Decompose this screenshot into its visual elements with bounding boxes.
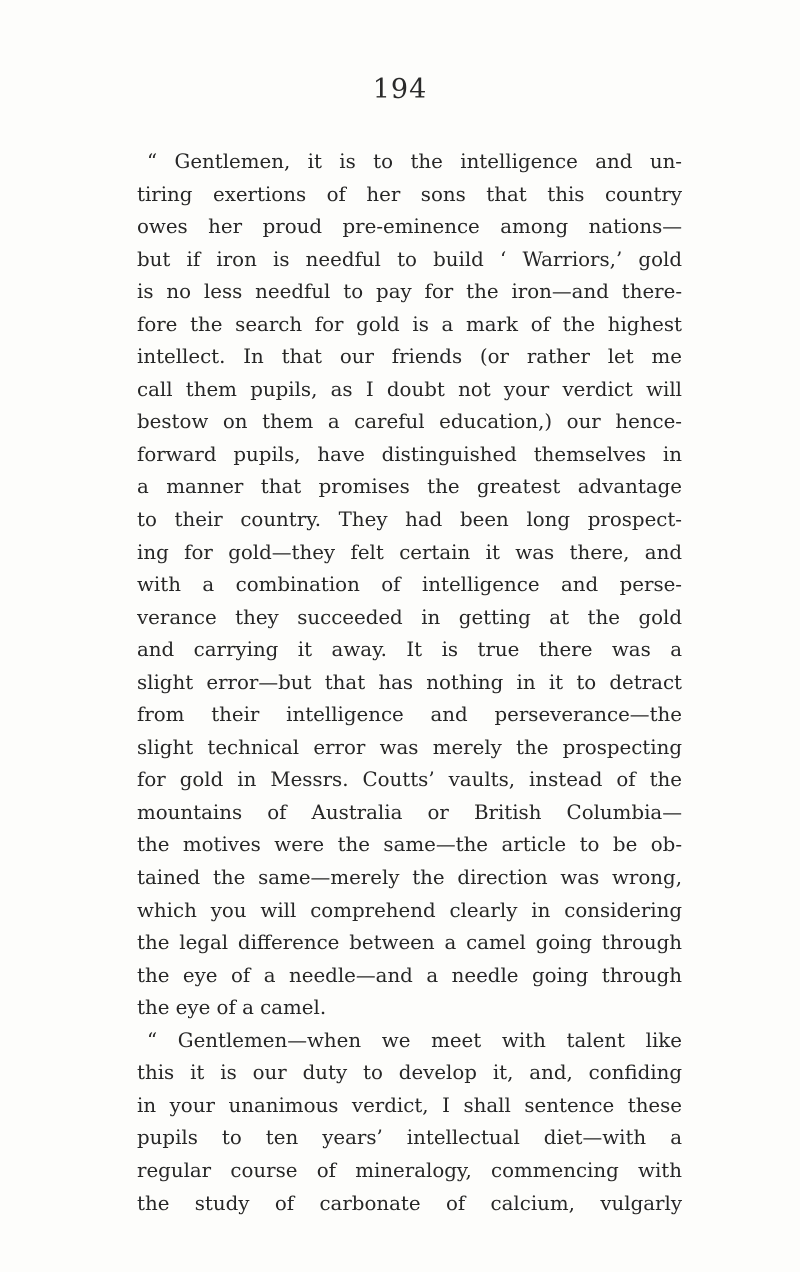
text-line: ing for gold—they felt certain it was there, and bbox=[137, 540, 682, 564]
text-line: “ Gentlemen—when we meet with talent like bbox=[147, 1028, 682, 1052]
text-line: pupils to ten years’ intellectual diet—with a bbox=[137, 1126, 682, 1150]
text-line: fore the search for gold is a mark of the highest bbox=[137, 312, 682, 336]
paragraph bbox=[137, 1025, 682, 1220]
text-line: the legal difference between a camel going through bbox=[137, 931, 682, 955]
text-line: the eye of a camel. bbox=[137, 996, 327, 1020]
text-line: verance they succeeded in getting at the gold bbox=[137, 605, 682, 629]
text-line: is no less needful to pay for the iron—and there- bbox=[137, 280, 682, 304]
text-line: tained the same—merely the direction was wrong, bbox=[137, 866, 682, 890]
page-number: 194 bbox=[372, 74, 428, 105]
paragraph bbox=[137, 146, 682, 1025]
text-line: call them pupils, as I doubt not your verdict will bbox=[137, 377, 682, 401]
text-line: the eye of a needle—and a needle going through bbox=[137, 963, 682, 987]
text-line: the motives were the same—the article to be ob- bbox=[137, 833, 682, 857]
text-line: slight error—but that has nothing in it to detract bbox=[137, 670, 682, 694]
text-line: mountains of Australia or British Columbia— bbox=[137, 800, 682, 824]
text-line: regular course of mineralogy, commencing with bbox=[137, 1158, 682, 1182]
text-line: intellect. In that our friends (or rather let me bbox=[137, 345, 682, 369]
body-text bbox=[137, 146, 682, 1220]
text-line: from their intelligence and perseverance—the bbox=[137, 703, 682, 727]
text-line: slight technical error was merely the prospecting bbox=[137, 735, 682, 759]
text-line: owes her proud pre-eminence among nations— bbox=[137, 215, 682, 239]
text-line: this it is our duty to develop it, and, confiding bbox=[137, 1061, 682, 1085]
text-line: for gold in Messrs. Coutts’ vaults, instead of the bbox=[137, 768, 682, 792]
text-line: forward pupils, have distinguished themselves in bbox=[137, 442, 682, 466]
text-line: in your unanimous verdict, I shall sentence these bbox=[137, 1093, 682, 1117]
text-line: tiring exertions of her sons that this country bbox=[137, 182, 682, 206]
text-line: “ Gentlemen, it is to the intelligence and un- bbox=[147, 150, 682, 173]
text-line: and carrying it away. It is true there was a bbox=[137, 638, 682, 662]
text-line: to their country. They had been long prospect- bbox=[137, 508, 682, 532]
text-line: bestow on them a careful education,) our hence- bbox=[137, 410, 682, 434]
text-line: a manner that promises the greatest advantage bbox=[137, 475, 682, 499]
text-line: which you will comprehend clearly in considering bbox=[137, 898, 682, 922]
text-line: but if iron is needful to build ‘ Warriors,’ gold bbox=[137, 247, 682, 271]
text-line: with a combination of intelligence and perse- bbox=[137, 573, 682, 597]
text-line: the study of carbonate of calcium, vulgarly bbox=[137, 1191, 682, 1215]
